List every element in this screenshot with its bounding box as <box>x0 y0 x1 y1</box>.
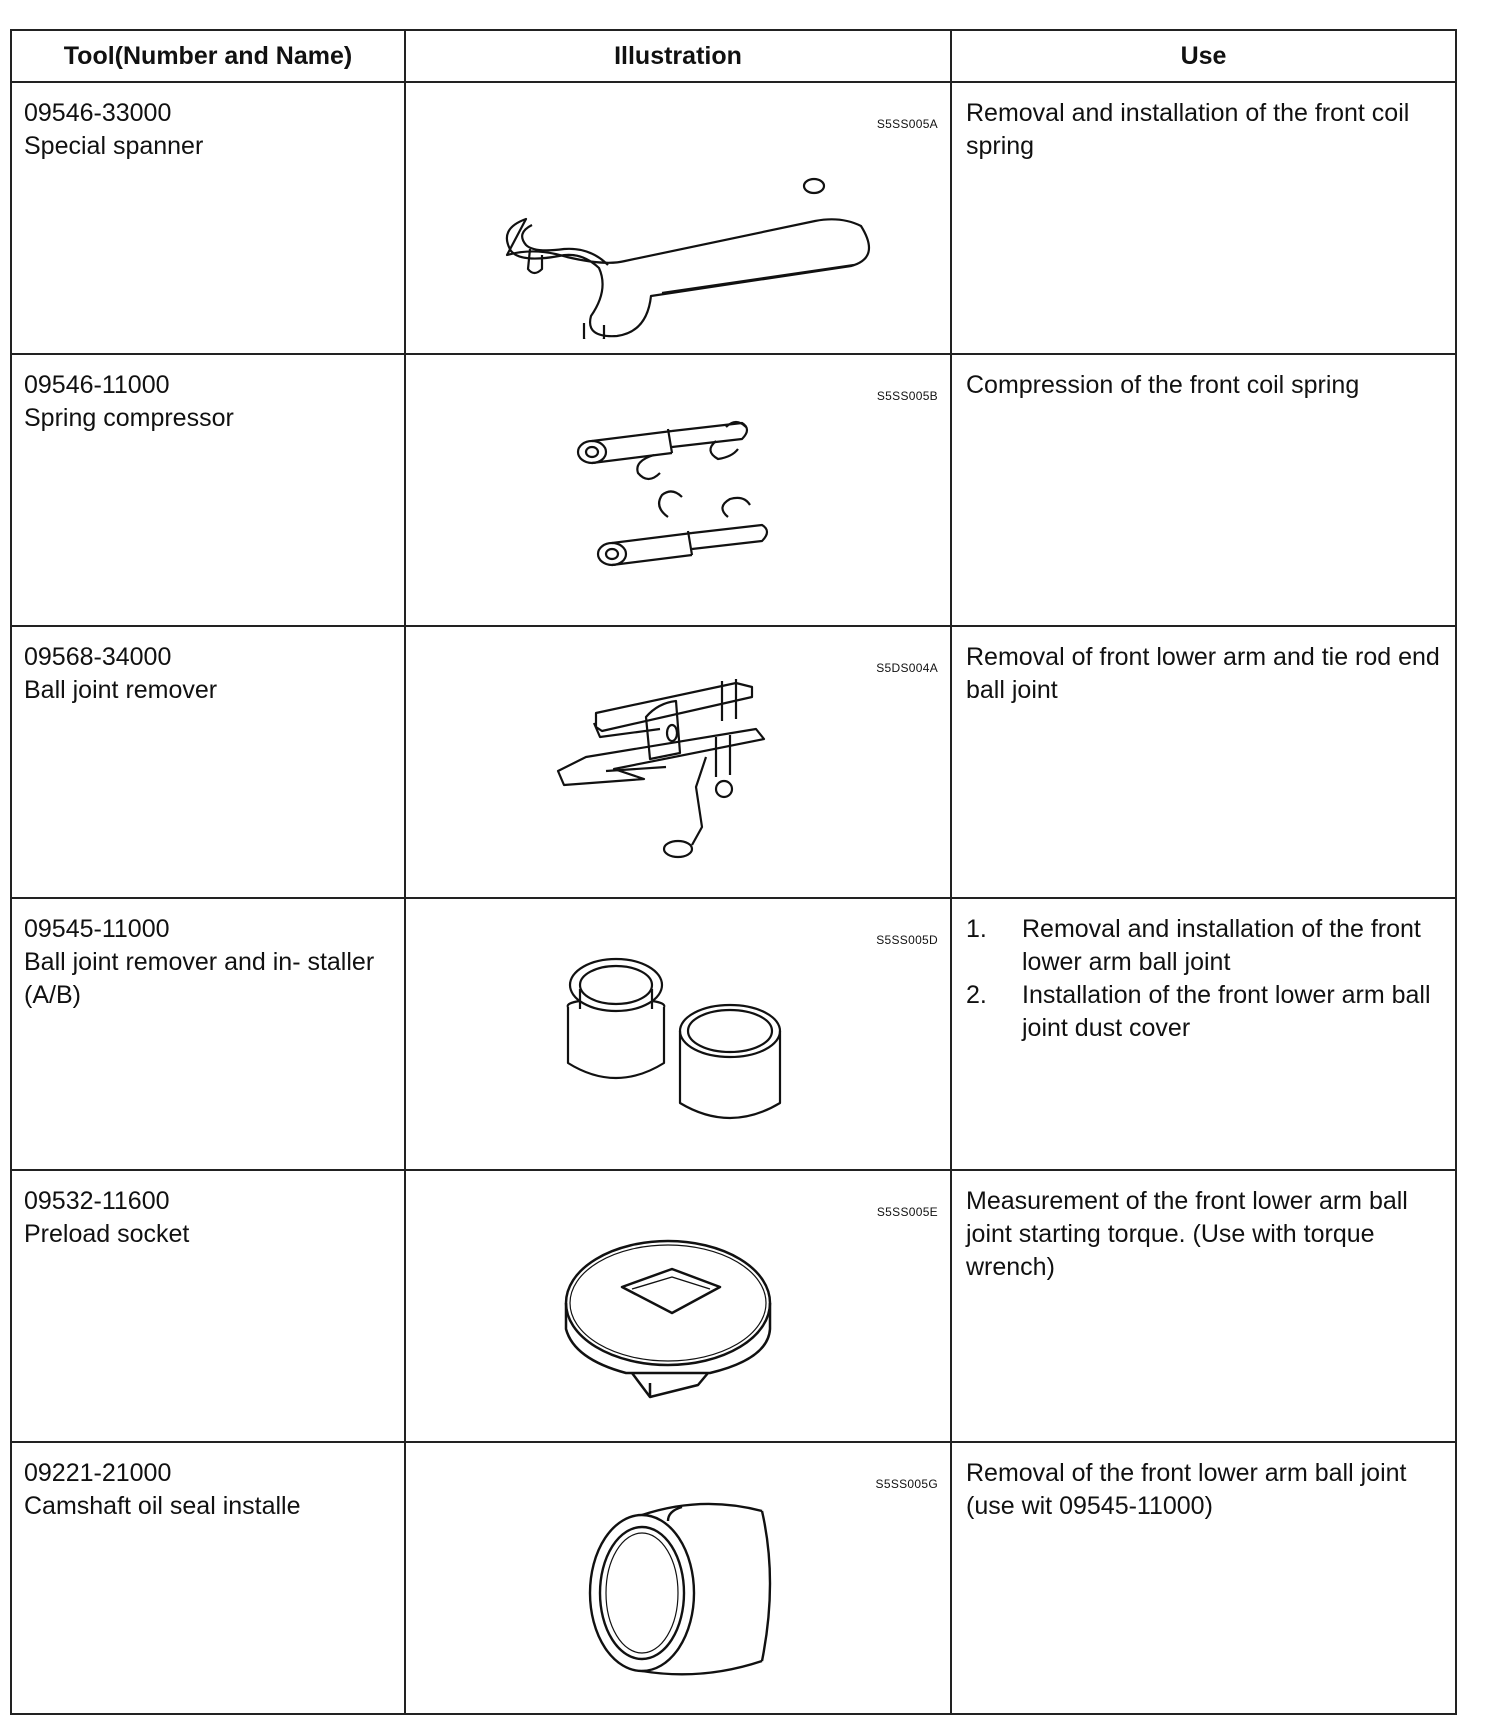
illustration-code: S5SS005D <box>876 933 938 947</box>
tool-number: 09545-11000 <box>24 915 170 943</box>
use-cell <box>951 1170 1456 1442</box>
special-spanner-icon <box>406 83 952 339</box>
table-row <box>11 1442 1456 1714</box>
ball-joint-installer-icon <box>406 899 952 1155</box>
tool-number: 09546-11000 <box>24 371 170 399</box>
header-illustration: Illustration <box>405 30 951 82</box>
table-row <box>11 1170 1456 1442</box>
illustration-cell <box>405 626 951 898</box>
illustration-code: S5SS005G <box>875 1477 938 1491</box>
illustration-cell <box>405 898 951 1170</box>
use-list <box>966 913 1441 1045</box>
tool-number: 09532-11600 <box>24 1187 170 1215</box>
tool-name: Camshaft oil seal installe <box>24 1492 301 1520</box>
illustration-code: S5SS005B <box>876 389 938 403</box>
table-row <box>11 354 1456 626</box>
tool-cell <box>11 1170 405 1442</box>
tool-cell <box>11 626 405 898</box>
list-item-index: 2. <box>966 981 987 1009</box>
illustration-cell <box>405 354 951 626</box>
illustration-cell <box>405 1170 951 1442</box>
use-text: Compression of the front coil spring <box>966 371 1360 399</box>
tool-name: Spring compressor <box>24 404 234 432</box>
use-cell <box>951 898 1456 1170</box>
tool-name: Preload socket <box>24 1220 190 1248</box>
table-row <box>11 626 1456 898</box>
table-row <box>11 898 1456 1170</box>
list-item-index: 1. <box>966 915 987 943</box>
list-item-text: Installation of the front lower arm ball joint dust cover <box>1022 981 1431 1042</box>
list-item <box>966 979 1441 1045</box>
tool-cell <box>11 82 405 354</box>
tool-cell <box>11 354 405 626</box>
tool-name: Ball joint remover and in- staller (A/B) <box>24 948 375 1009</box>
oil-seal-installer-icon <box>406 1443 952 1699</box>
header-tool: Tool(Number and Name) <box>11 30 405 82</box>
use-cell <box>951 626 1456 898</box>
preload-socket-icon <box>406 1171 952 1427</box>
illustration-cell <box>405 1442 951 1714</box>
list-item-text: Removal and installation of the front lower arm ball joint <box>1022 915 1421 976</box>
tool-cell <box>11 1442 405 1714</box>
use-text: Removal of front lower arm and tie rod end ball joint <box>966 643 1440 704</box>
use-text: Removal of the front lower arm ball joint (use wit 09545-11000) <box>966 1459 1407 1520</box>
table-row <box>11 82 1456 354</box>
use-cell <box>951 82 1456 354</box>
tool-cell <box>11 898 405 1170</box>
use-cell <box>951 354 1456 626</box>
illustration-cell <box>405 82 951 354</box>
use-text: Removal and installation of the front coil spring <box>966 99 1410 160</box>
illustration-code: S5DS004A <box>876 661 938 675</box>
tool-number: 09546-33000 <box>24 99 172 127</box>
spring-compressor-icon <box>406 355 952 611</box>
tool-number: 09221-21000 <box>24 1459 172 1487</box>
ball-joint-remover-icon <box>406 627 952 883</box>
header-use: Use <box>951 30 1456 82</box>
special-tools-table <box>10 29 1457 1715</box>
tool-name: Special spanner <box>24 132 204 160</box>
list-item <box>966 913 1441 979</box>
illustration-code: S5SS005A <box>876 117 938 131</box>
table-header-row <box>11 30 1456 82</box>
tool-number: 09568-34000 <box>24 643 172 671</box>
use-cell <box>951 1442 1456 1714</box>
illustration-code: S5SS005E <box>876 1205 938 1219</box>
use-text: Measurement of the front lower arm ball joint starting torque. (Use with torque wrench) <box>966 1187 1408 1281</box>
tool-name: Ball joint remover <box>24 676 218 704</box>
